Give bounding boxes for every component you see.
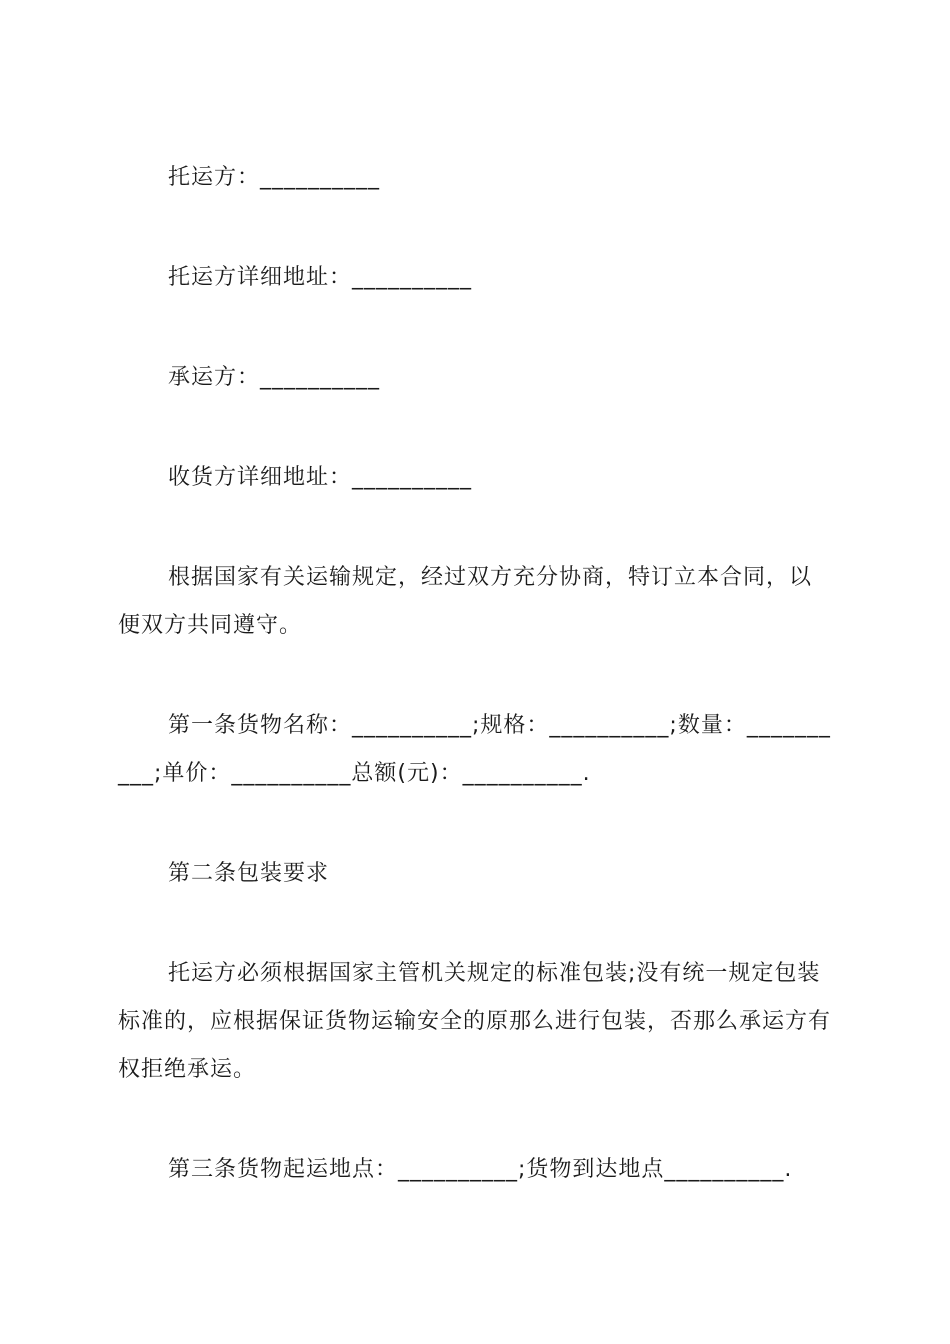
article-2-body: 托运方必须根据国家主管机关规定的标准包装;没有统一规定包装标准的，应根据保证货物运输安全的原那么进行包装，否那么承运方有权拒绝承运。 bbox=[118, 961, 832, 1082]
article-2-heading: 第二条包装要求 bbox=[168, 861, 330, 886]
article-1-goods: 第一条货物名称：__________;规格：__________;数量：__________;单价：__________总额(元)：__________. bbox=[118, 713, 831, 786]
shipper-address-field: 托运方详细地址：__________ bbox=[168, 265, 473, 290]
shipper-field: 托运方：__________ bbox=[168, 165, 381, 190]
article-3-locations: 第三条货物起运地点：__________;货物到达地点__________. bbox=[168, 1157, 793, 1182]
consignee-address-field: 收货方详细地址：__________ bbox=[168, 465, 473, 490]
preamble-paragraph: 根据国家有关运输规定，经过双方充分协商，特订立本合同，以便双方共同遵守。 bbox=[118, 565, 813, 638]
carrier-field: 承运方：__________ bbox=[168, 365, 381, 390]
